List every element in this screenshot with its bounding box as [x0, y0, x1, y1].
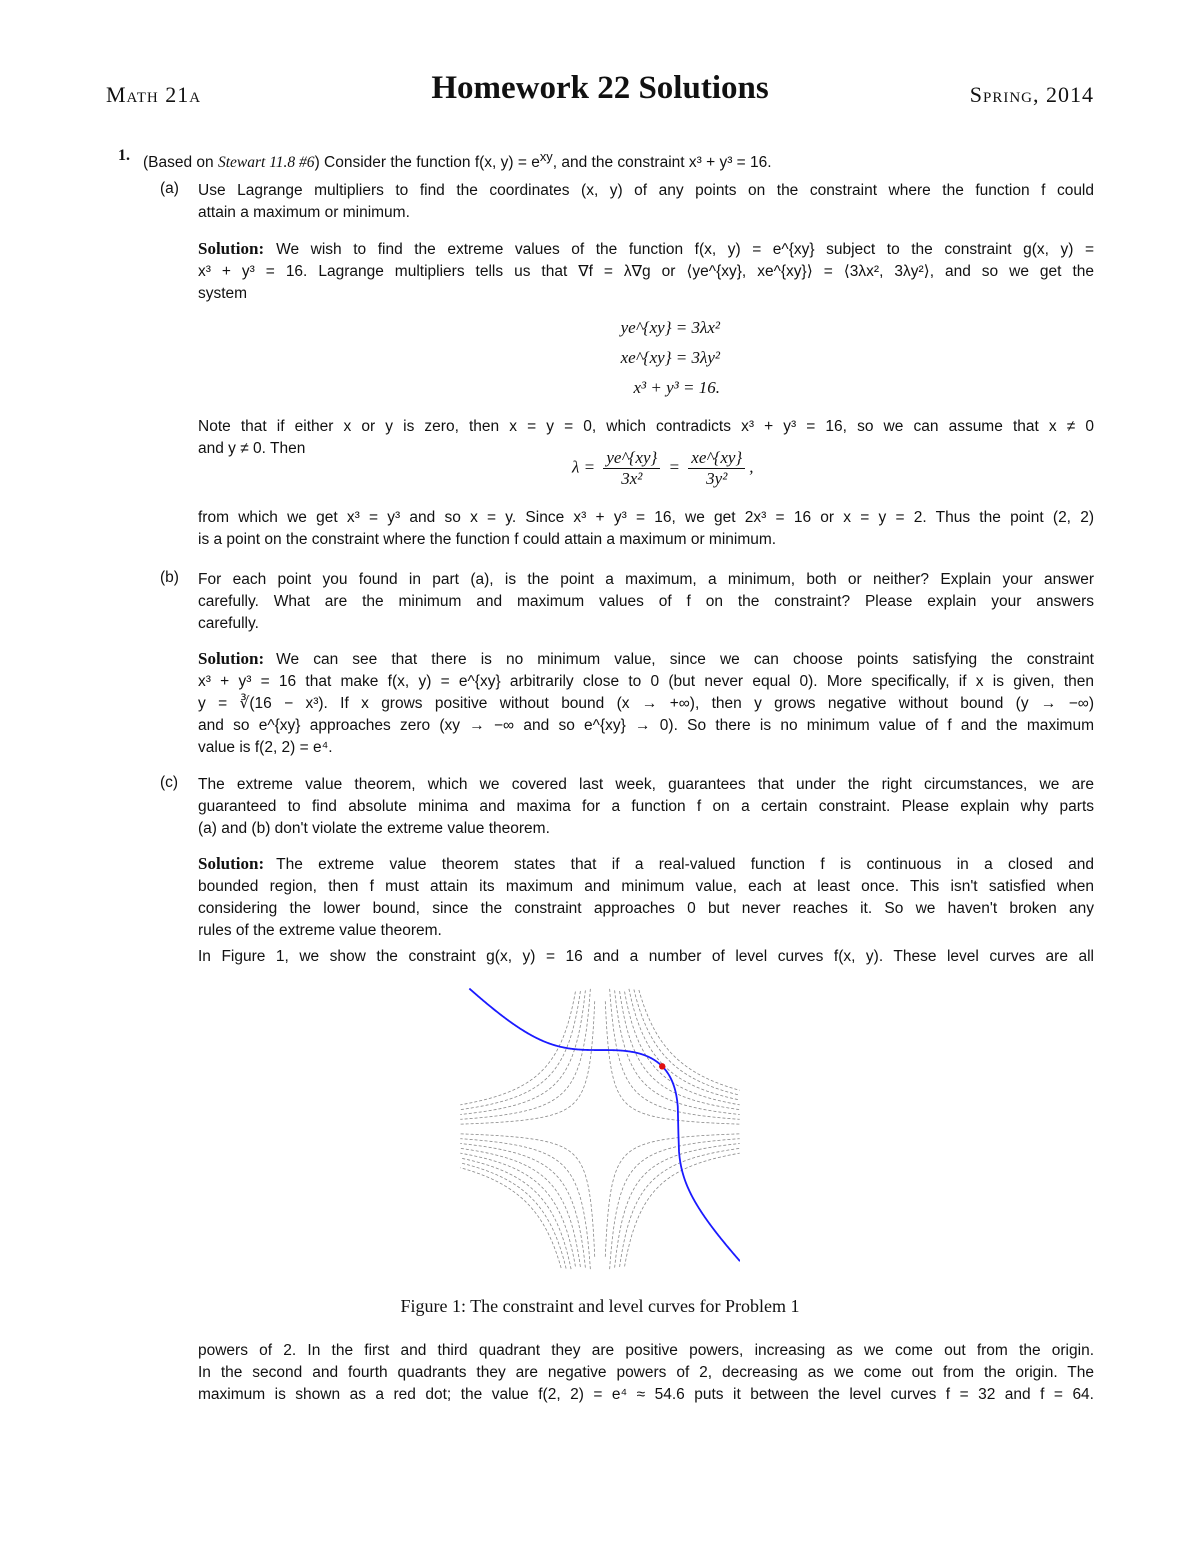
- constraint-level-curves-figure: [460, 988, 740, 1270]
- part-a-concl-1: from which we get x³ = y³ and so x = y. Since x³ + y³ = 16, we get 2x³ = 16 or x = y = 2. Thus the point (2, 2): [198, 509, 1094, 526]
- constraint-curve: [469, 989, 740, 1262]
- level-curve: [620, 1148, 740, 1267]
- part-c-q2: guaranteed to find absolute minima and maxima for a function f on a certain constraint. Please explain why parts: [198, 798, 1094, 815]
- part-c-solution-label: Solution:: [198, 854, 265, 873]
- level-curve: [460, 1168, 561, 1268]
- part-b-sol-line3: y = ∛(16 − x³). If x grows positive without bound (x → +∞), then y grows negative without bound (y → −∞): [198, 695, 1094, 712]
- part-a-q1: Use Lagrange multipliers to find the coordinates (x, y) of any points on the constraint where the function f could: [198, 182, 1094, 199]
- level-curve: [610, 989, 740, 1119]
- part-a-sol-line1: We wish to find the extreme values of the function f(x, y) = e^{xy} subject to the constraint g(x, y) =: [276, 241, 1094, 258]
- level-curve: [629, 989, 740, 1100]
- system-eq-2: xe^{xy} = 3λy²: [620, 348, 720, 367]
- level-curve: [460, 1001, 594, 1124]
- level-curves: [460, 989, 739, 1269]
- figure-caption: Figure 1: The constraint and level curves for Problem 1: [400, 1296, 800, 1316]
- level-curve: [605, 1134, 739, 1257]
- level-curve: [615, 1144, 740, 1268]
- page-title: Homework 22 Solutions: [431, 70, 769, 106]
- intro-tail: , and the constraint x³ + y³ = 16.: [552, 154, 772, 172]
- part-c-sol-line3: considering the lower bound, since the constraint approaches 0 but never reaches it. So we haven't broken any: [198, 900, 1094, 917]
- term: Spring, 2014: [969, 82, 1094, 107]
- system-eq-1: ye^{xy} = 3λx²: [620, 318, 720, 337]
- part-a-label: (a): [160, 180, 179, 197]
- level-curve: [620, 991, 740, 1110]
- lambda-equation: [572, 448, 753, 489]
- part-b-label: (b): [160, 569, 179, 586]
- part-a-conclusion: [198, 507, 1094, 551]
- part-c-sol-1: [198, 853, 1094, 876]
- part-a-note-2: and y ≠ 0. Then: [198, 440, 306, 457]
- level-curve: [460, 991, 580, 1110]
- level-curve: [460, 1158, 571, 1269]
- level-curve: [605, 1001, 739, 1124]
- part-b-sol-1: [198, 648, 1094, 671]
- lambda-frac-1: [603, 448, 660, 489]
- level-curve: [625, 992, 740, 1105]
- part-a-sol-1: [198, 238, 1094, 261]
- level-curve: [460, 992, 575, 1105]
- intro-sup: xy: [539, 149, 553, 164]
- part-b-solution-label: Solution:: [198, 649, 265, 668]
- maximum-point: [659, 1063, 665, 1069]
- after-fig-line3: maximum is shown as a red dot; the value f(2, 2) = e⁴ ≈ 54.6 puts it between the level curves f = 32 and f = 64.: [198, 1386, 1094, 1403]
- part-c-label: (c): [160, 774, 179, 791]
- part-c-question: [198, 774, 1094, 840]
- page-header: [106, 70, 1094, 116]
- part-a-solution: [198, 238, 1094, 305]
- level-curve: [460, 1163, 566, 1269]
- level-curve: [460, 1134, 594, 1257]
- lambda-frac-2-bot: 3y²: [706, 469, 728, 488]
- level-curve: [610, 1139, 740, 1269]
- lambda-frac-1-top: ye^{xy}: [603, 448, 660, 469]
- part-c-fig-line: In Figure 1, we show the constraint g(x, y) = 16 and a number of level curves f(x, y). These level curves are all: [198, 948, 1094, 965]
- part-b-sol-line2: x³ + y³ = 16 that make f(x, y) = e^{xy} arbitrarily close to 0 (but never equal 0). More specifically, if x is given, then: [198, 673, 1094, 690]
- intro-source: (Based on: [143, 154, 218, 172]
- level-curve: [460, 1139, 590, 1269]
- course-name: Math 21a: [106, 82, 202, 107]
- lambda-frac-2-top: xe^{xy}: [688, 448, 745, 469]
- part-c-q1: The extreme value theorem, which we covered last week, guarantees that under the right circumstances, we are: [198, 776, 1094, 793]
- part-b-q1: For each point you found in part (a), is the point a maximum, a minimum, both or neither? Explain your answer: [198, 571, 1094, 588]
- lambda-frac-1-bot: 3x²: [621, 469, 643, 488]
- part-a-question: [198, 180, 1094, 224]
- part-b-solution: [198, 648, 1094, 759]
- level-curve: [460, 1148, 580, 1267]
- level-curve: [460, 1153, 575, 1266]
- lambda-lhs: λ =: [572, 457, 596, 477]
- part-a-note-1: Note that if either x or y is zero, then x = y = 0, which contradicts x³ + y³ = 16, so we can assume that x ≠ 0: [198, 418, 1094, 435]
- part-b-q3: carefully.: [198, 615, 259, 632]
- level-curve: [634, 990, 740, 1096]
- problem-number: 1.: [118, 147, 130, 164]
- part-c-sol-line2: bounded region, then f must attain its maximum and minimum value, each at least once. This isn't satisfied when: [198, 878, 1094, 895]
- part-a-concl-2: is a point on the constraint where the function f could attain a maximum or minimum.: [198, 531, 777, 548]
- part-b-sol-line4: and so e^{xy} approaches zero (xy → −∞ and so e^{xy} → 0). So there is no minimum value of f and the maximum: [198, 717, 1094, 734]
- part-b-question: [198, 569, 1094, 635]
- part-b-q2: carefully. What are the minimum and maximum values of f on the constraint? Please explain your answers: [198, 593, 1094, 610]
- part-a-q2: attain a maximum or minimum.: [198, 204, 410, 221]
- after-fig-line2: In the second and fourth quadrants they are negative powers of 2, decreasing as we come out from the origin. The: [198, 1364, 1094, 1381]
- part-c-sol-line1: The extreme value theorem states that if a real-valued function f is continuous in a closed and: [276, 856, 1094, 873]
- problem-intro: [143, 146, 1094, 174]
- intro-ref: Stewart 11.8 #6: [217, 154, 315, 172]
- intro-rest: ) Consider the function f(x, y) = e: [314, 154, 540, 172]
- level-curve: [460, 989, 590, 1119]
- part-b-sol-line5: value is f(2, 2) = e⁴.: [198, 739, 333, 756]
- part-a-solution-label: Solution:: [198, 239, 265, 258]
- lambda-frac-2: [688, 448, 745, 489]
- after-figure-text: [198, 1340, 1094, 1406]
- part-c-q3: (a) and (b) don't violate the extreme value theorem.: [198, 820, 550, 837]
- system-eq-3: x³ + y³ = 16.: [633, 378, 720, 397]
- after-fig-line1: powers of 2. In the first and third quadrant they are positive powers, increasing as we come out from the origin.: [198, 1342, 1094, 1359]
- part-b-sol-line1: We can see that there is no minimum value, since we can choose points satisfying the constraint: [276, 651, 1094, 668]
- level-curve: [639, 990, 740, 1090]
- part-a-sol-line3: system: [198, 285, 248, 302]
- part-a-sol-line2: x³ + y³ = 16. Lagrange multipliers tells us that ∇f = λ∇g or ⟨ye^{xy}, xe^{xy}⟩ = ⟨3λx², 3λy²⟩, and so we get the: [198, 263, 1094, 280]
- lambda-end: ,: [749, 457, 754, 477]
- part-c-solution: [198, 853, 1094, 968]
- level-curve: [460, 990, 585, 1114]
- part-c-sol-line4: rules of the extreme value theorem.: [198, 922, 442, 939]
- lambda-equals: =: [668, 457, 681, 477]
